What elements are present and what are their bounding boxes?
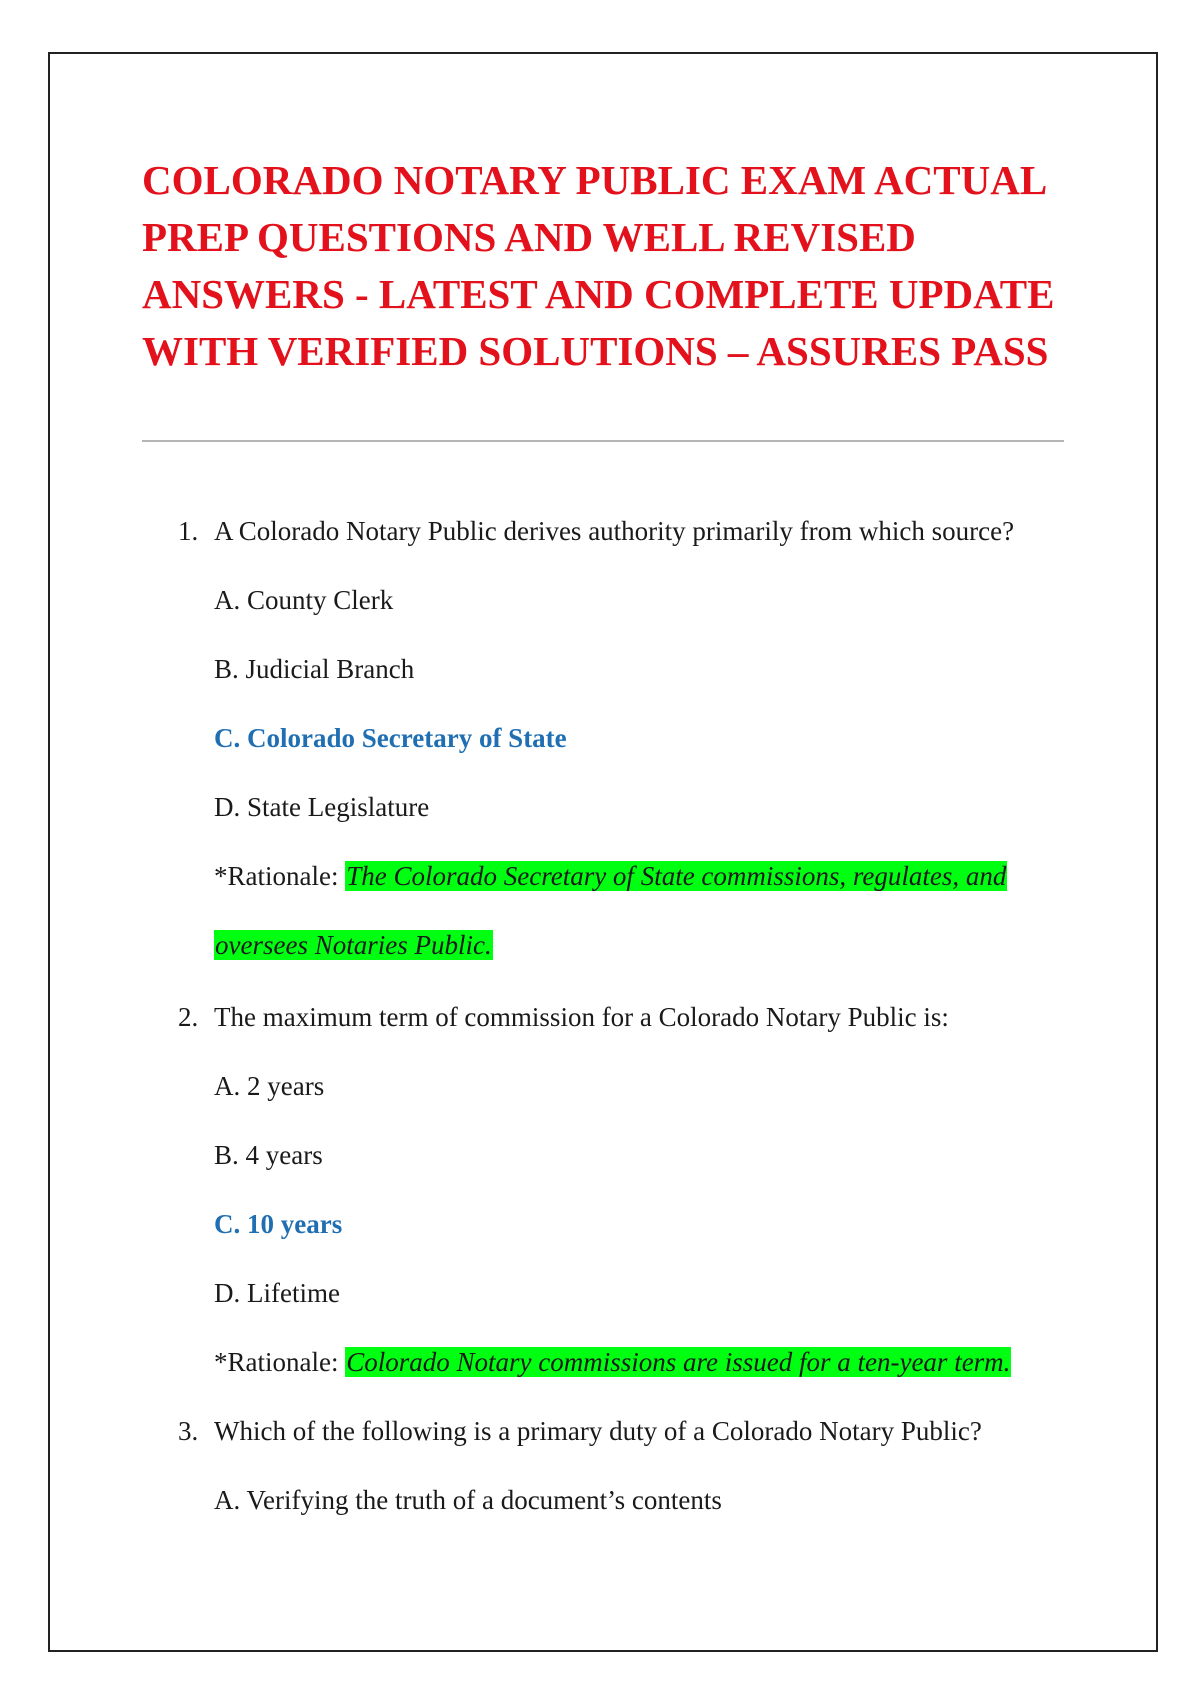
question-text: Which of the following is a primary duty of a Colorado Notary Public?	[214, 1416, 982, 1446]
question-2-option-a: A. 2 years	[214, 1071, 325, 1101]
question-text: The maximum term of commission for a Colorado Notary Public is:	[214, 1002, 949, 1032]
question-1-rationale-continued	[214, 928, 493, 962]
question-1-option-b: B. Judicial Branch	[214, 654, 415, 684]
question-2-rationale	[214, 1345, 1011, 1379]
question-1-option-a: A. County Clerk	[214, 585, 394, 615]
question-1-rationale	[214, 859, 1007, 893]
question-number: 3.	[178, 1416, 199, 1446]
document-title	[142, 152, 1072, 380]
question-2-option-b: B. 4 years	[214, 1140, 323, 1170]
question-number: 1.	[178, 516, 199, 546]
title-line: COLORADO NOTARY PUBLIC EXAM ACTUAL	[142, 157, 1048, 203]
title-line: PREP QUESTIONS AND WELL REVISED	[142, 214, 916, 260]
title-line: WITH VERIFIED SOLUTIONS – ASSURES PASS	[142, 328, 1049, 374]
question-1-correct-option: C. Colorado Secretary of State	[214, 723, 567, 753]
rationale-label: *Rationale:	[214, 861, 339, 891]
rationale-highlight: The Colorado Secretary of State commissions, regulates, and	[346, 861, 1007, 891]
question-number: 2.	[178, 1002, 199, 1032]
rationale-highlight: oversees Notaries Public.	[215, 930, 492, 960]
question-1-option-d: D. State Legislature	[214, 792, 430, 822]
question-3-option-a: A. Verifying the truth of a document’s contents	[214, 1485, 722, 1515]
title-line: ANSWERS - LATEST AND COMPLETE UPDATE	[142, 271, 1055, 317]
rationale-label: *Rationale:	[214, 1347, 339, 1377]
question-1	[178, 514, 1014, 548]
rationale-highlight: Colorado Notary commissions are issued for a ten-year term.	[346, 1347, 1011, 1377]
question-2-option-d: D. Lifetime	[214, 1278, 340, 1308]
question-2	[178, 1000, 949, 1034]
question-text: A Colorado Notary Public derives authority primarily from which source?	[214, 516, 1015, 546]
question-3	[178, 1414, 982, 1448]
question-2-correct-option: C. 10 years	[214, 1209, 343, 1239]
title-divider	[142, 440, 1064, 442]
